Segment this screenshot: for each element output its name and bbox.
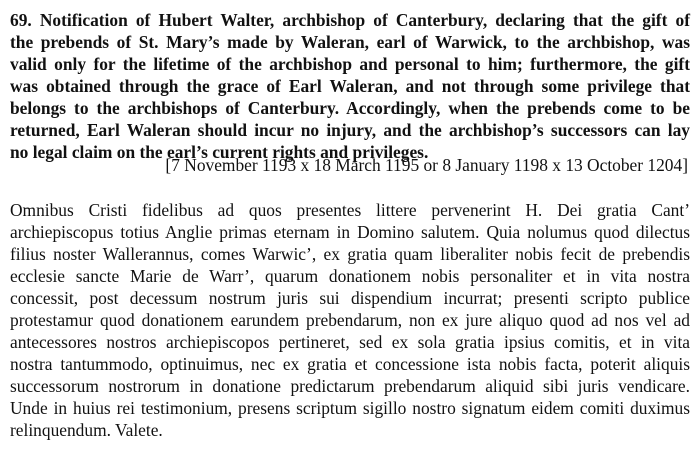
body-line: antecessores nostros archiepiscopos pertineret, sed ex sola gratia ipsius comitis, et in vita xyxy=(10,332,690,352)
heading-line: no legal claim on the earl’s current rights and privileges. xyxy=(10,142,429,162)
heading-line: belongs to the archbishops of Canterbury. Accordingly, when the prebends come to be xyxy=(10,98,690,118)
body-line: archiepiscopus totius Anglie primas eternam in Domino salutem. Quia nolumus quod dilectus xyxy=(10,222,690,242)
heading-line: 69. Notification of Hubert Walter, archbishop of Canterbury, declaring that the gift of xyxy=(10,10,690,30)
body-line: Omnibus Cristi fidelibus ad quos presentes littere pervenerint H. Dei gratia Cant’ xyxy=(10,200,690,220)
body-line: relinquendum. Valete. xyxy=(10,420,163,440)
document-body xyxy=(10,199,690,441)
heading-line: valid only for the lifetime of the archbishop and personal to him; furthermore, the gift xyxy=(10,54,690,74)
document-heading xyxy=(10,9,690,163)
body-line: successorum nostrorum in donatione predictarum prebendarum aliquid sibi juris vendicare. xyxy=(10,376,690,396)
heading-line: was obtained through the grace of Earl Waleran, and not through some privilege that xyxy=(10,76,690,96)
body-line: Unde in huius rei testimonium, presens scriptum sigillo nostro signatum eidem comiti duximus xyxy=(10,398,690,418)
document-date: [7 November 1193 x 18 March 1195 or 8 January 1198 x 13 October 1204] xyxy=(165,155,688,175)
heading-line: the prebends of St. Mary’s made by Waleran, earl of Warwick, to the archbishop, was xyxy=(10,32,690,52)
body-line: protestamur quod donationem earundem prebendarum, non ex jure aliquo quod ad nos vel ad xyxy=(10,310,690,330)
body-line: nostra tantummodo, optinuimus, nec ex gratia et concessione ista nobis facta, poterit aliquis xyxy=(10,354,690,374)
heading-line: returned, Earl Waleran should incur no injury, and the archbishop’s successors can lay xyxy=(10,120,690,140)
body-line: ecclesie sancte Marie de Warr’, quarum donationem nobis personaliter et in vita nostra xyxy=(10,266,690,286)
body-line: concessit, post decessum nostrum juris sui dispendium incurrat; presenti scripto publice xyxy=(10,288,690,308)
body-line: filius noster Wallerannus, comes Warwic’, ex gratia quam liberaliter nobis fecit de prebendis xyxy=(10,244,690,264)
